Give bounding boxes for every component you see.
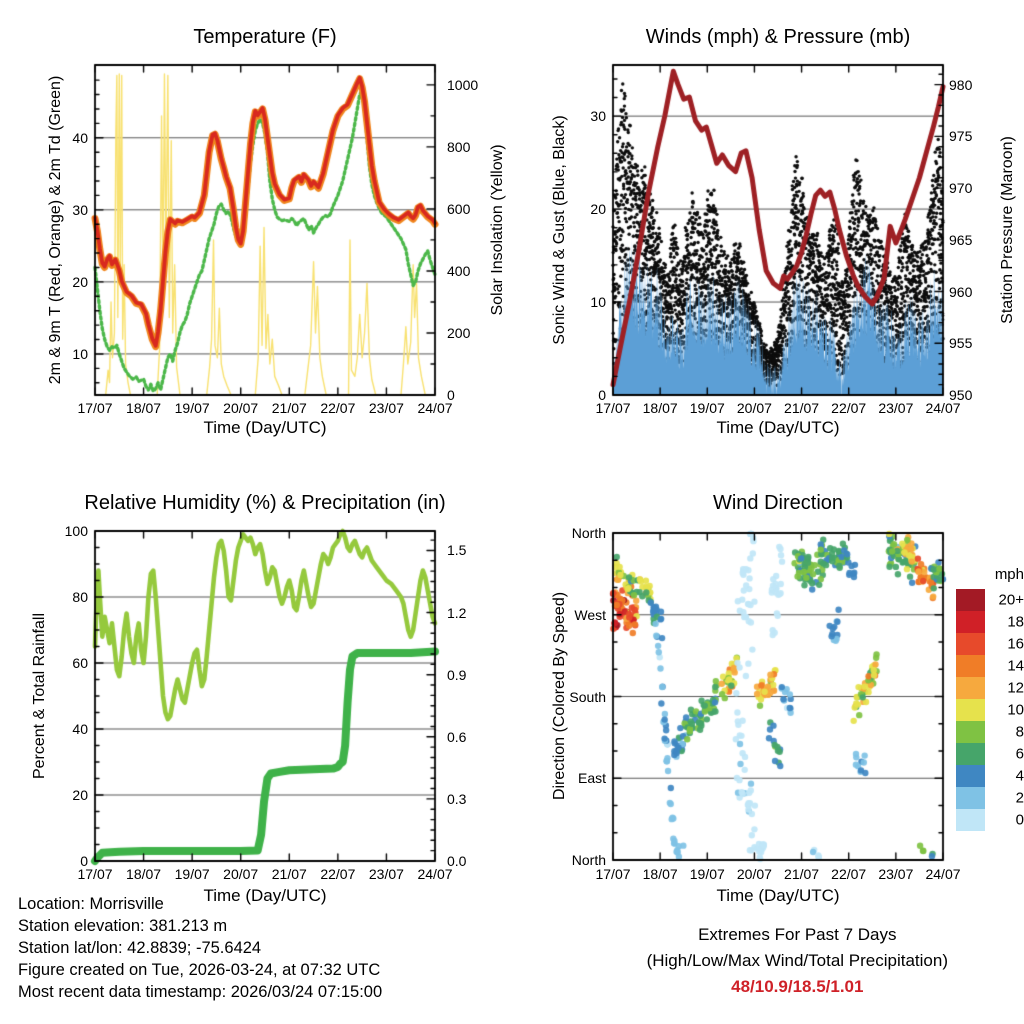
- tick-label: 18/07: [642, 866, 678, 882]
- tick-label: 0: [80, 853, 88, 869]
- tick-label: 0.9: [447, 666, 467, 683]
- tick-label: 950: [949, 387, 973, 403]
- tick-label: 975: [949, 128, 973, 145]
- tick-label: 0.0: [447, 853, 467, 869]
- tick-label: 21/07: [271, 866, 307, 882]
- winds-right-axis-label: Station Pressure (Maroon): [999, 136, 1016, 324]
- tick-label: 955: [949, 335, 973, 352]
- tick-label: 23/07: [368, 400, 404, 416]
- tick-label: 24/07: [417, 400, 453, 416]
- extremes-block: [647, 922, 948, 1000]
- wind-direction-left-axis-label: Direction (Colored By Speed): [551, 591, 568, 801]
- tick-label: 24/07: [925, 400, 961, 416]
- tick-label: 19/07: [689, 400, 725, 416]
- tick-label: 23/07: [368, 866, 404, 882]
- tick-label: 20: [72, 273, 88, 290]
- tick-label: 19/07: [174, 400, 210, 416]
- tick-label: 19/07: [174, 866, 210, 882]
- tick-label: 0: [447, 387, 455, 403]
- legend-swatch: [956, 721, 985, 743]
- tick-label: 980: [949, 76, 973, 93]
- tick-label: 18/07: [126, 400, 162, 416]
- tick-label: 40: [72, 129, 88, 146]
- tick-label: 10: [590, 294, 606, 311]
- winds-x-axis-label: Time (Day/UTC): [716, 418, 840, 437]
- tick-label: 20/07: [736, 866, 772, 882]
- tick-label: 23/07: [878, 400, 914, 416]
- legend-label: 10: [1007, 701, 1024, 719]
- tick-label: 24/07: [417, 866, 453, 882]
- tick-label: 18/07: [126, 866, 162, 882]
- legend-swatch: [956, 743, 985, 765]
- extremes-values: 48/10.9/18.5/1.01: [731, 977, 864, 996]
- tick-label: South: [569, 688, 606, 705]
- tick-label: 80: [72, 589, 88, 605]
- tick-label: 20/07: [736, 400, 772, 416]
- legend-swatch: [956, 809, 985, 831]
- tick-label: 20/07: [223, 400, 259, 416]
- legend-swatch: [956, 655, 985, 677]
- tick-label: 22/07: [320, 866, 356, 882]
- tick-label: 18/07: [642, 400, 678, 416]
- legend-label: 8: [1015, 723, 1024, 741]
- tick-label: 400: [447, 262, 471, 279]
- temperature-x-axis-label: Time (Day/UTC): [203, 418, 327, 437]
- station-location: Location: Morrisville: [18, 895, 164, 913]
- tick-label: 21/07: [271, 400, 307, 416]
- wind-speed-legend: [956, 589, 985, 831]
- extremes-subtitle: (High/Low/Max Wind/Total Precipitation): [646, 951, 948, 970]
- legend-label: 0: [1015, 811, 1024, 829]
- humidity-left-axis-label: Percent & Total Rainfall: [31, 612, 48, 780]
- legend-label: 4: [1015, 767, 1024, 785]
- tick-label: 200: [447, 324, 471, 341]
- tick-label: 30: [590, 108, 606, 125]
- tick-label: 800: [447, 138, 471, 155]
- tick-label: West: [574, 606, 606, 623]
- tick-label: 24/07: [925, 866, 961, 882]
- tick-label: 1.2: [447, 604, 467, 621]
- legend-swatch: [956, 765, 985, 787]
- tick-label: 23/07: [878, 866, 914, 882]
- tick-label: 600: [447, 200, 471, 217]
- tick-label: 960: [949, 283, 973, 300]
- figure-created: Figure created on Tue, 2026-03-24, at 07:32 UTC: [18, 961, 381, 979]
- legend-swatch: [956, 699, 985, 721]
- tick-label: 965: [949, 231, 973, 248]
- tick-label: East: [577, 770, 606, 787]
- tick-label: 30: [72, 201, 88, 218]
- humidity-x-axis-label: Time (Day/UTC): [203, 886, 327, 905]
- winds-panel-title: Winds (mph) & Pressure (mb): [645, 26, 911, 48]
- tick-label: North: [571, 525, 606, 541]
- tick-label: 22/07: [320, 400, 356, 416]
- tick-label: 0: [598, 387, 606, 403]
- legend-swatch: [956, 633, 985, 655]
- tick-label: 10: [72, 345, 88, 362]
- tick-label: 100: [64, 523, 88, 539]
- tick-label: 20: [590, 201, 606, 218]
- tick-label: 970: [949, 180, 973, 197]
- station-latlon: Station lat/lon: 42.8839; -75.6424: [18, 939, 262, 957]
- station-info: [18, 893, 382, 1003]
- legend-label: 16: [1007, 635, 1024, 653]
- tick-label: 17/07: [595, 400, 631, 416]
- wind-direction-panel-title: Wind Direction: [712, 492, 844, 514]
- tick-label: 0.6: [447, 728, 467, 745]
- temperature-panel-title: Temperature (F): [193, 26, 337, 48]
- tick-label: 20/07: [223, 866, 259, 882]
- legend-title: mph: [994, 566, 1024, 583]
- tick-label: 19/07: [689, 866, 725, 882]
- humidity-panel-title: Relative Humidity (%) & Precipitation (in): [84, 492, 446, 514]
- wind-direction-x-axis-label: Time (Day/UTC): [716, 886, 840, 905]
- legend-swatch: [956, 589, 985, 611]
- tick-label: 22/07: [831, 400, 867, 416]
- tick-label: 0.3: [447, 790, 467, 807]
- recent-timestamp: Most recent data timestamp: 2026/03/24 07:15:00: [18, 983, 383, 1001]
- legend-swatch: [956, 787, 985, 809]
- tick-label: 1000: [447, 76, 479, 93]
- legend-label: 2: [1015, 789, 1024, 807]
- legend-label: 14: [1007, 657, 1024, 675]
- extremes-title: Extremes For Past 7 Days: [698, 925, 897, 944]
- tick-label: 40: [72, 721, 88, 737]
- tick-label: 20: [72, 787, 88, 803]
- tick-label: 21/07: [784, 400, 820, 416]
- winds-left-axis-label: Sonic Wind & Gust (Blue, Black): [551, 115, 568, 345]
- station-elevation: Station elevation: 381.213 m: [18, 917, 228, 935]
- legend-swatch: [956, 611, 985, 633]
- legend-label: 12: [1007, 679, 1024, 697]
- tick-label: 17/07: [77, 400, 113, 416]
- legend-swatch: [956, 677, 985, 699]
- legend-label: 6: [1015, 745, 1024, 763]
- legend-label: 20+: [998, 591, 1024, 609]
- legend-label: 18: [1007, 613, 1024, 631]
- tick-label: 1.5: [447, 542, 467, 559]
- tick-label: 21/07: [784, 866, 820, 882]
- tick-label: North: [571, 852, 606, 868]
- tick-label: 17/07: [77, 866, 113, 882]
- tick-label: 60: [72, 655, 88, 671]
- temperature-left-axis-label: 2m & 9m T (Red, Orange) & 2m Td (Green): [47, 75, 64, 385]
- temperature-right-axis-label: Solar Insolation (Yellow): [489, 144, 506, 316]
- tick-label: 22/07: [831, 866, 867, 882]
- tick-label: 17/07: [595, 866, 631, 882]
